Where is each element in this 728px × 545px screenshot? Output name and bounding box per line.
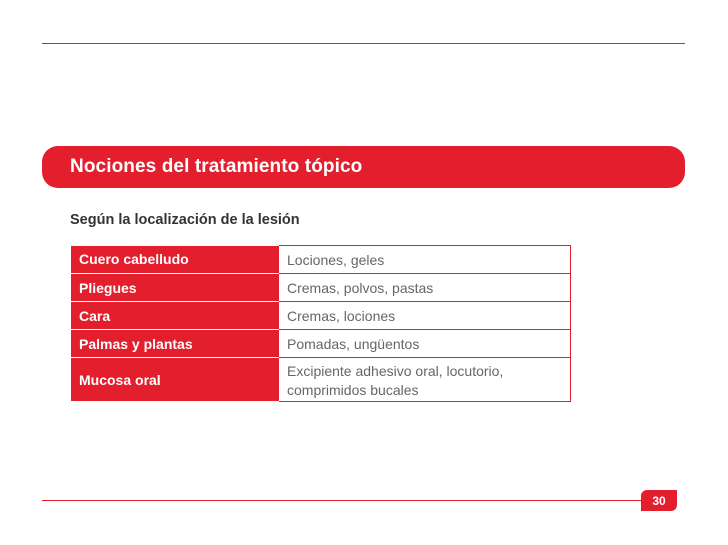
location-cell: Mucosa oral [71,358,279,402]
table-row [71,246,571,274]
location-cell: Palmas y plantas [71,330,279,358]
page-number-badge: 30 [641,490,677,511]
treatment-cell: Pomadas, ungüentos [279,330,571,358]
table-row [71,274,571,302]
treatment-table [71,245,571,402]
treatment-cell: Cremas, lociones [279,302,571,330]
title-banner [42,146,685,188]
location-cell: Cuero cabelludo [71,246,279,274]
table-row [71,302,571,330]
top-divider [42,43,685,44]
section-subtitle: Según la localización de la lesión [70,212,300,228]
table-row [71,358,571,402]
table-row [71,330,571,358]
treatment-cell: Excipiente adhesivo oral, locutorio, comprimidos bucales [279,358,571,402]
bottom-divider [42,500,642,501]
treatment-cell: Cremas, polvos, pastas [279,274,571,302]
location-cell: Pliegues [71,274,279,302]
treatment-cell: Lociones, geles [279,246,571,274]
location-cell: Cara [71,302,279,330]
slide-title: Nociones del tratamiento tópico [70,156,363,177]
